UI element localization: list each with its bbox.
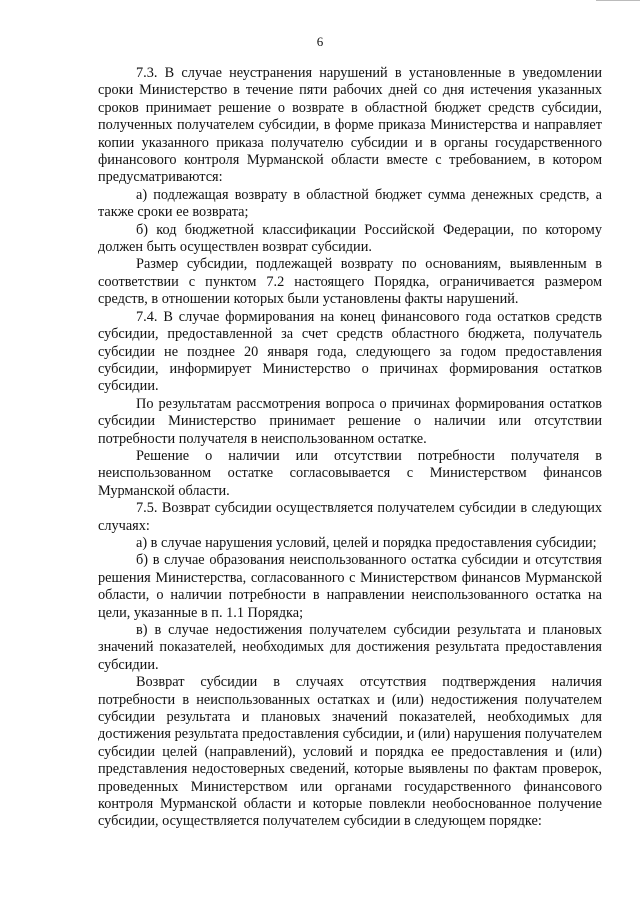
page-corner-mark [596, 0, 640, 5]
paragraph-7-3-a: а) подлежащая возврату в областной бюджет сумма денежных средств, а также сроки ее возврата; [98, 186, 602, 221]
paragraph-decision-agreement: Решение о наличии или отсутствии потребности получателя в неиспользованном остатке согласовывается с Министерством финансов Мурманской области. [98, 447, 602, 499]
paragraph-7-5-a: а) в случае нарушения условий, целей и порядка предоставления субсидии; [136, 534, 597, 551]
paragraph-review-results: По результатам рассмотрения вопроса о причинах формирования остатков субсидии Министерство принимает решение о наличии или отсутствии потребности получателя в неиспользованном остатке. [98, 395, 602, 447]
paragraph-7-3: 7.3. В случае неустранения нарушений в установленные в уведомлении сроки Министерство в течение пяти рабочих дней со дня истечения указанных сроков принимает решение о возврате в областной бюджет средств субсидии, полученных получателем субсидии, в форме приказа Министерства и направляет копии указанного приказа получателю субсидии и в органы государственного финансового контроля Мурманской области вместе с требованием, в котором предусматриваются: [98, 65, 602, 186]
paragraph-7-5-b: б) в случае образования неиспользованного остатка субсидии и отсутствия решения Министерства, согласованного с Министерством финансов Мурманской области, о наличии потребности в направлении неиспользованного остатка на цели, указанные в п. 1.1 Порядка; [98, 552, 602, 621]
paragraph-subsidy-size: Размер субсидии, подлежащей возврату по основаниям, выявленным в соответствии с пунктом 7.2 настоящего Порядка, ограничивается размером средств, в отношении которых были установлены факты нарушений. [98, 256, 602, 308]
paragraph-7-3-b: б) код бюджетной классификации Российской Федерации, по которому должен быть осуществлен возврат субсидии. [98, 221, 602, 256]
paragraph-7-5: 7.5. Возврат субсидии осуществляется получателем субсидии в следующих случаях: [98, 500, 602, 534]
document-body [98, 65, 602, 831]
paragraph-7-4: 7.4. В случае формирования на конец финансового года остатков средств субсидии, предоставленной за счет средств областного бюджета, получатель субсидии не позднее 20 января года, следующего за годом предоставления субсидии, информирует Министерство о причинах формирования остатков субсидии. [98, 308, 602, 395]
paragraph-return-procedure: Возврат субсидии в случаях отсутствия подтверждения наличия потребности в неиспользованных остатках и (или) недостижения получателем субсидии результата и плановых значений показателей, необходимых для достижения результата предоставления субсидии, и (или) нарушения получателем субсидии целей (направлений), условий и порядка ее предоставления и (или) представления недостоверных сведений, которые выявлены по фактам проверок, проведенных Министерством или органами государственного финансового контроля Мурманской области и которые повлекли необоснованное получение субсидии, осуществляется получателем субсидии в следующем порядке: [98, 674, 602, 830]
page-number: 6 [316, 34, 324, 49]
paragraph-7-5-c: в) в случае недостижения получателем субсидии результата и плановых значений показателей, необходимых для достижения результата предоставления субсидии. [98, 622, 602, 673]
